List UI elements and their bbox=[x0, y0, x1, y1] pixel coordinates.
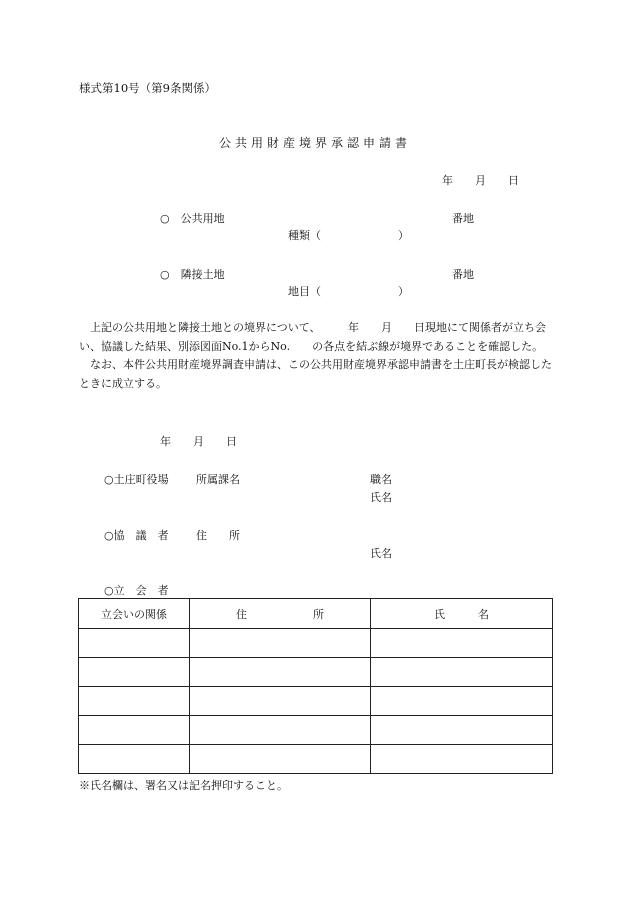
town-office-label: ○土庄町役場 bbox=[104, 473, 169, 486]
negotiator-address-label: 住 所 bbox=[196, 529, 240, 542]
adjacent-land-type-label: 地目（ ） bbox=[288, 285, 409, 298]
witness-table-header bbox=[79, 599, 553, 629]
witness-label: ○立 会 者 bbox=[104, 584, 169, 597]
application-date: 年 月 日 bbox=[442, 174, 519, 187]
name-cell[interactable] bbox=[371, 687, 553, 716]
negotiator-name-label: 氏名 bbox=[370, 547, 392, 560]
town-office-post-label: 職名 bbox=[370, 473, 392, 486]
address-cell[interactable] bbox=[190, 716, 371, 745]
page-title: 公共用財産境界承認申請書 bbox=[218, 136, 411, 150]
table-row bbox=[79, 716, 553, 745]
name-cell[interactable] bbox=[371, 629, 553, 658]
name-cell[interactable] bbox=[371, 716, 553, 745]
address-cell[interactable] bbox=[190, 687, 371, 716]
relation-cell[interactable] bbox=[79, 658, 190, 687]
negotiator-label: ○協 議 者 bbox=[104, 529, 169, 542]
table-row bbox=[79, 745, 553, 774]
header-name: 氏 名 bbox=[371, 599, 553, 629]
table-row bbox=[79, 629, 553, 658]
header-relation: 立会いの関係 bbox=[79, 599, 190, 629]
name-cell[interactable] bbox=[371, 745, 553, 774]
header-address: 住 所 bbox=[190, 599, 371, 629]
public-land-label: ○ 公共用地 bbox=[160, 212, 225, 225]
town-office-dept-label: 所属課名 bbox=[196, 473, 240, 486]
address-cell[interactable] bbox=[190, 629, 371, 658]
public-land-type-label: 種類（ ） bbox=[288, 229, 409, 242]
body-text bbox=[79, 319, 554, 393]
adjacent-land-label: ○ 隣接土地 bbox=[160, 268, 225, 281]
name-cell[interactable] bbox=[371, 658, 553, 687]
table-row bbox=[79, 658, 553, 687]
footnote: ※氏名欄は、署名又は記名押印すること。 bbox=[79, 779, 288, 792]
relation-cell[interactable] bbox=[79, 629, 190, 658]
form-number: 様式第10号（第9条関係） bbox=[79, 81, 216, 95]
confirm-date: 年 月 日 bbox=[160, 435, 237, 448]
address-cell[interactable] bbox=[190, 658, 371, 687]
relation-cell[interactable] bbox=[79, 687, 190, 716]
adjacent-land-lot-label: 番地 bbox=[452, 268, 474, 281]
table-row bbox=[79, 687, 553, 716]
body-paragraph: なお、本件公共用財産境界調査申請は、この公共用財産境界承認申請書を土庄町長が検認したときに成立する。 bbox=[79, 358, 552, 390]
address-cell[interactable] bbox=[190, 745, 371, 774]
public-land-lot-label: 番地 bbox=[452, 212, 474, 225]
body-paragraph: 上記の公共用地と隣接土地との境界について、 年 月 日現地にて関係者が立ち会い、協議した結果、別添図面No.1からNo. の各点を結ぶ線が境界であることを確認した。 bbox=[79, 321, 547, 353]
relation-cell[interactable] bbox=[79, 716, 190, 745]
witness-table bbox=[78, 598, 553, 774]
relation-cell[interactable] bbox=[79, 745, 190, 774]
town-office-name-label: 氏名 bbox=[370, 491, 392, 504]
